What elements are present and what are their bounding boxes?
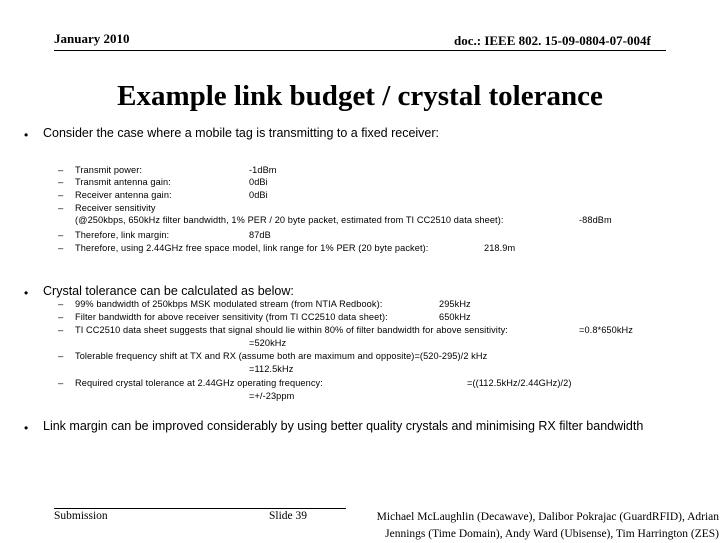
header-date: January 2010 xyxy=(54,31,130,46)
range-value: 218.9m xyxy=(484,243,516,253)
header-doc-id: doc.: IEEE 802. 15-09-0804-07-004f xyxy=(454,33,651,48)
bullet-marker: • xyxy=(24,421,29,435)
rx-sens-value: -88dBm xyxy=(579,215,612,225)
dash-marker: – xyxy=(58,299,64,310)
footer-authors xyxy=(377,509,719,543)
authors-line-1: Michael McLaughlin (Decawave), Dalibor Pokrajac (GuardRFID), Adrian xyxy=(376,511,719,523)
bullet-marker: • xyxy=(24,286,29,300)
bullet-text: Consider the case where a mobile tag is transmitting to a fixed receiver: xyxy=(43,126,440,140)
req-value: =((112.5kHz/2.44GHz)/2) xyxy=(467,378,572,388)
range-label: Therefore, using 2.44GHz free space model, link range for 1% PER (20 byte packet): xyxy=(75,243,429,253)
filter-value: 650kHz xyxy=(439,312,471,322)
tx-power-value: -1dBm xyxy=(249,165,277,175)
req-result: =+/-23ppm xyxy=(249,391,295,401)
ti-value: =0.8*650kHz xyxy=(579,325,633,335)
tx-power-label: Transmit power: xyxy=(75,165,143,175)
dash-marker: – xyxy=(58,312,64,323)
page-title: Example link budget / crystal tolerance xyxy=(117,80,603,112)
rx-gain-value: 0dBi xyxy=(249,190,268,200)
bullet-marker: • xyxy=(24,128,29,142)
header-rule xyxy=(54,50,666,51)
filter-label: Filter bandwidth for above receiver sensitivity (from TI CC2510 data sheet): xyxy=(75,312,388,322)
rx-sens-detail: (@250kbps, 650kHz filter bandwidth, 1% PER / 20 byte packet, estimated from TI CC2510 data sheet): xyxy=(75,215,504,225)
shift-result: =112.5kHz xyxy=(249,364,294,374)
bw-label: 99% bandwidth of 250kbps MSK modulated stream (from NTIA Redbook): xyxy=(75,299,383,309)
dash-marker: – xyxy=(58,325,64,336)
ti-label: TI CC2510 data sheet suggests that signal should lie within 80% of filter bandwidth for above sensitivity: xyxy=(75,325,508,335)
tx-gain-value: 0dBi xyxy=(249,177,268,187)
tx-gain-label: Transmit antenna gain: xyxy=(75,177,171,187)
authors-line-2: Jennings (Time Domain), Andy Ward (Ubisense), Tim Harrington (ZES) xyxy=(385,528,719,540)
bw-value: 295kHz xyxy=(439,299,471,309)
dash-marker: – xyxy=(58,351,64,362)
bullet-text: Link margin can be improved considerably by using better quality crystals and minimising RX filter bandwidth xyxy=(43,419,644,433)
footer-submission: Submission xyxy=(54,510,108,522)
rx-sens-label: Receiver sensitivity xyxy=(75,203,156,213)
shift-label: Tolerable frequency shift at TX and RX (assume both are maximum and opposite)=(520-295)/2 kHz xyxy=(75,351,488,361)
margin-value: 87dB xyxy=(249,230,271,240)
dash-marker: – xyxy=(58,190,64,201)
req-label: Required crystal tolerance at 2.44GHz operating frequency: xyxy=(75,378,323,388)
rx-gain-label: Receiver antenna gain: xyxy=(75,190,172,200)
dash-marker: – xyxy=(58,243,64,254)
bullet-text: Crystal tolerance can be calculated as below: xyxy=(43,284,294,298)
dash-marker: – xyxy=(58,203,64,214)
ti-result: =520kHz xyxy=(249,338,287,348)
dash-marker: – xyxy=(58,177,64,188)
footer-rule xyxy=(54,508,346,509)
footer-slide-number: Slide 39 xyxy=(269,510,308,522)
dash-marker: – xyxy=(58,165,64,176)
dash-marker: – xyxy=(58,378,64,389)
margin-label: Therefore, link margin: xyxy=(75,230,170,240)
dash-marker: – xyxy=(58,230,64,241)
